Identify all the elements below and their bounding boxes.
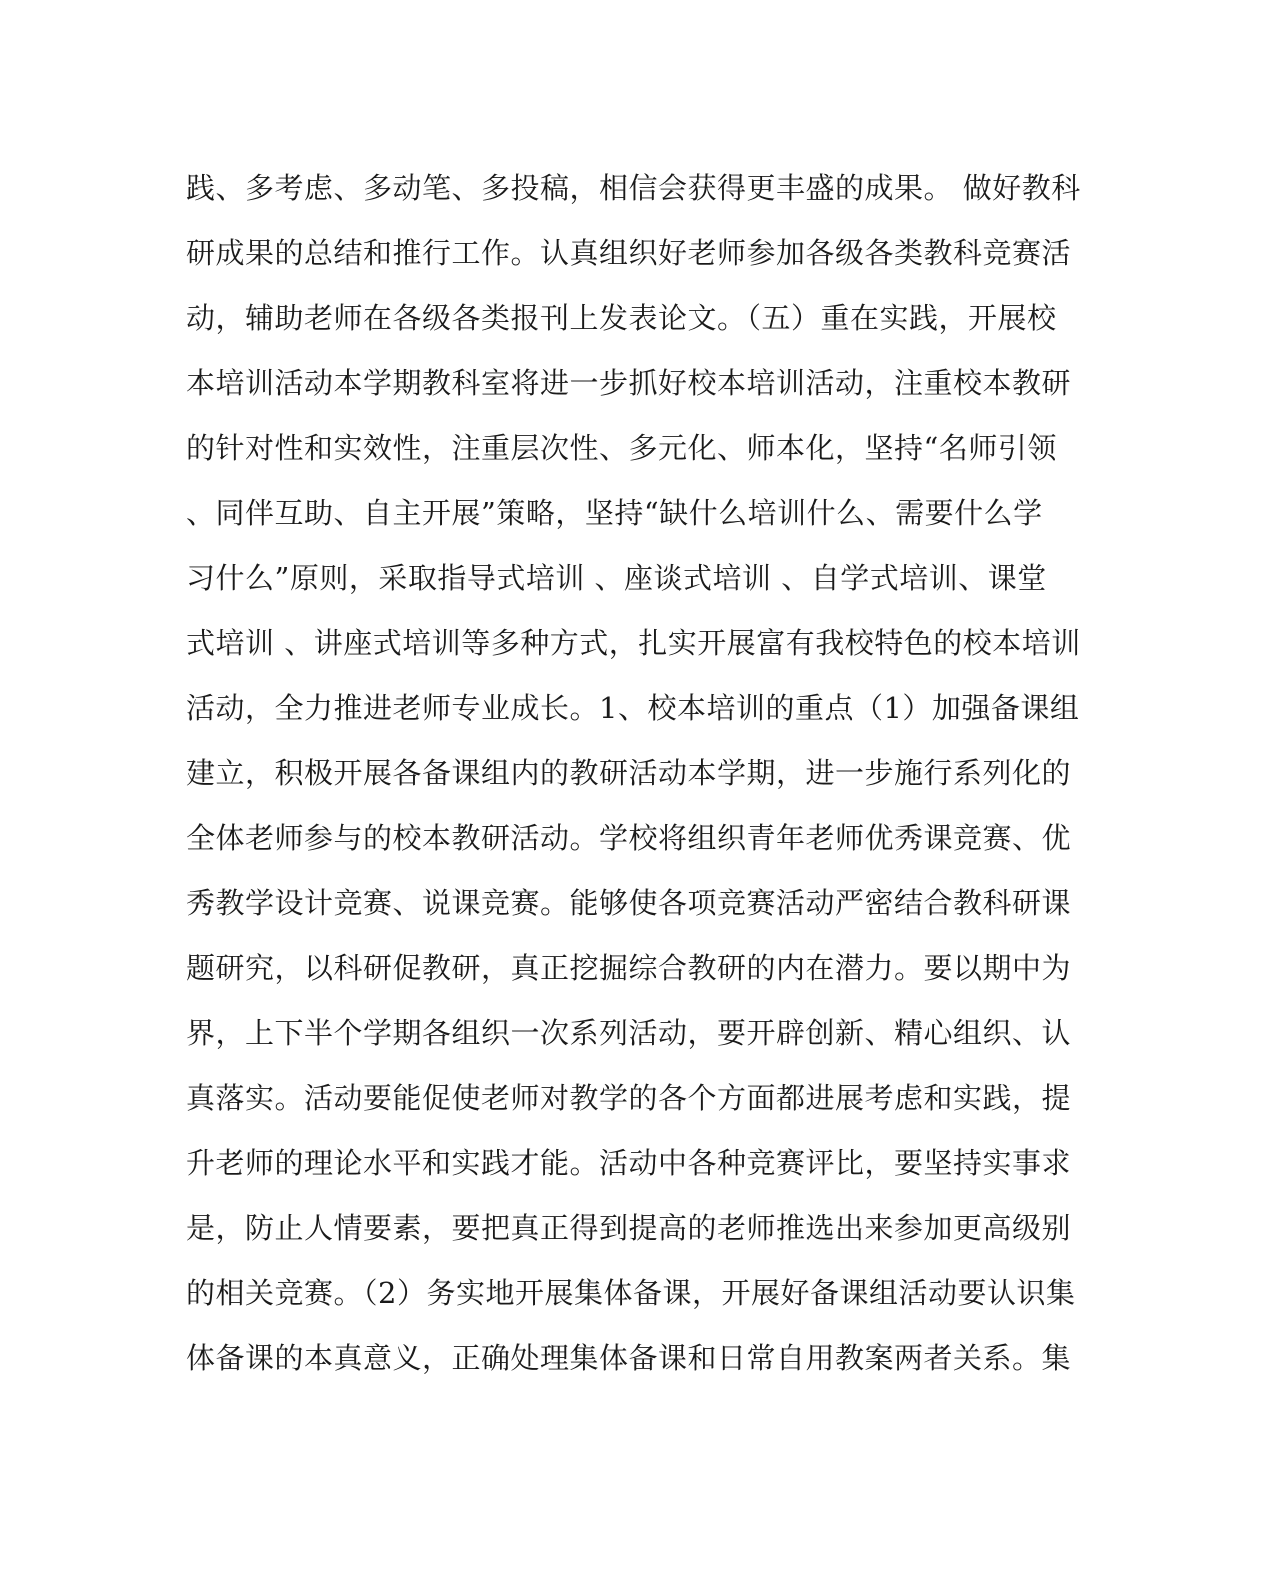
text-line-6: 、同伴互助、自主开展”策略，坚持“缺什么培训什么、需要什么学 (186, 496, 1043, 530)
text-line-18: 的相关竞赛。（2）务实地开展集体备课，开展好备课组活动要认识集 (186, 1276, 1076, 1310)
text-line-19: 体备课的本真意义，正确处理集体备课和日常自用教案两者关系。集 (186, 1341, 1072, 1375)
text-line-10: 建立，积极开展各备课组内的教研活动本学期，进一步施行系列化的 (186, 756, 1072, 790)
text-line-11: 全体老师参与的校本教研活动。学校将组织青年老师优秀课竞赛、优 (186, 821, 1072, 855)
text-line-14: 界，上下半个学期各组织一次系列活动，要开辟创新、精心组织、认 (186, 1016, 1072, 1050)
text-line-3: 动，辅助老师在各级各类报刊上发表论文。（五）重在实践，开展校 (186, 301, 1057, 335)
text-line-16: 升老师的理论水平和实践才能。活动中各种竞赛评比，要坚持实事求 (186, 1146, 1072, 1180)
text-line-1: 践、多考虑、多动笔、多投稿，相信会获得更丰盛的成果。 做好教科 (186, 171, 1081, 205)
text-line-13: 题研究，以科研促教研，真正挖掘综合教研的内在潜力。要以期中为 (186, 951, 1072, 985)
text-line-15: 真落实。活动要能促使老师对教学的各个方面都进展考虑和实践，提 (186, 1081, 1072, 1115)
text-line-12: 秀教学设计竞赛、说课竞赛。能够使各项竞赛活动严密结合教科研课 (186, 886, 1072, 920)
text-line-8: 式培训 、讲座式培训等多种方式，扎实开展富有我校特色的校本培训 (186, 626, 1081, 660)
text-line-7: 习什么”原则，采取指导式培训 、座谈式培训 、自学式培训、课堂 (186, 561, 1047, 595)
text-line-9: 活动，全力推进老师专业成长。1、校本培训的重点（1）加强备课组 (186, 691, 1080, 725)
text-line-4: 本培训活动本学期教科室将进一步抓好校本培训活动，注重校本教研 (186, 366, 1072, 400)
text-line-17: 是，防止人情要素，要把真正得到提高的老师推选出来参加更高级别 (186, 1211, 1072, 1245)
text-line-2: 研成果的总结和推行工作。认真组织好老师参加各级各类教科竞赛活 (186, 236, 1072, 270)
body-text (186, 168, 1086, 1403)
text-line-5: 的针对性和实效性，注重层次性、多元化、师本化，坚持“名师引领 (186, 431, 1057, 465)
